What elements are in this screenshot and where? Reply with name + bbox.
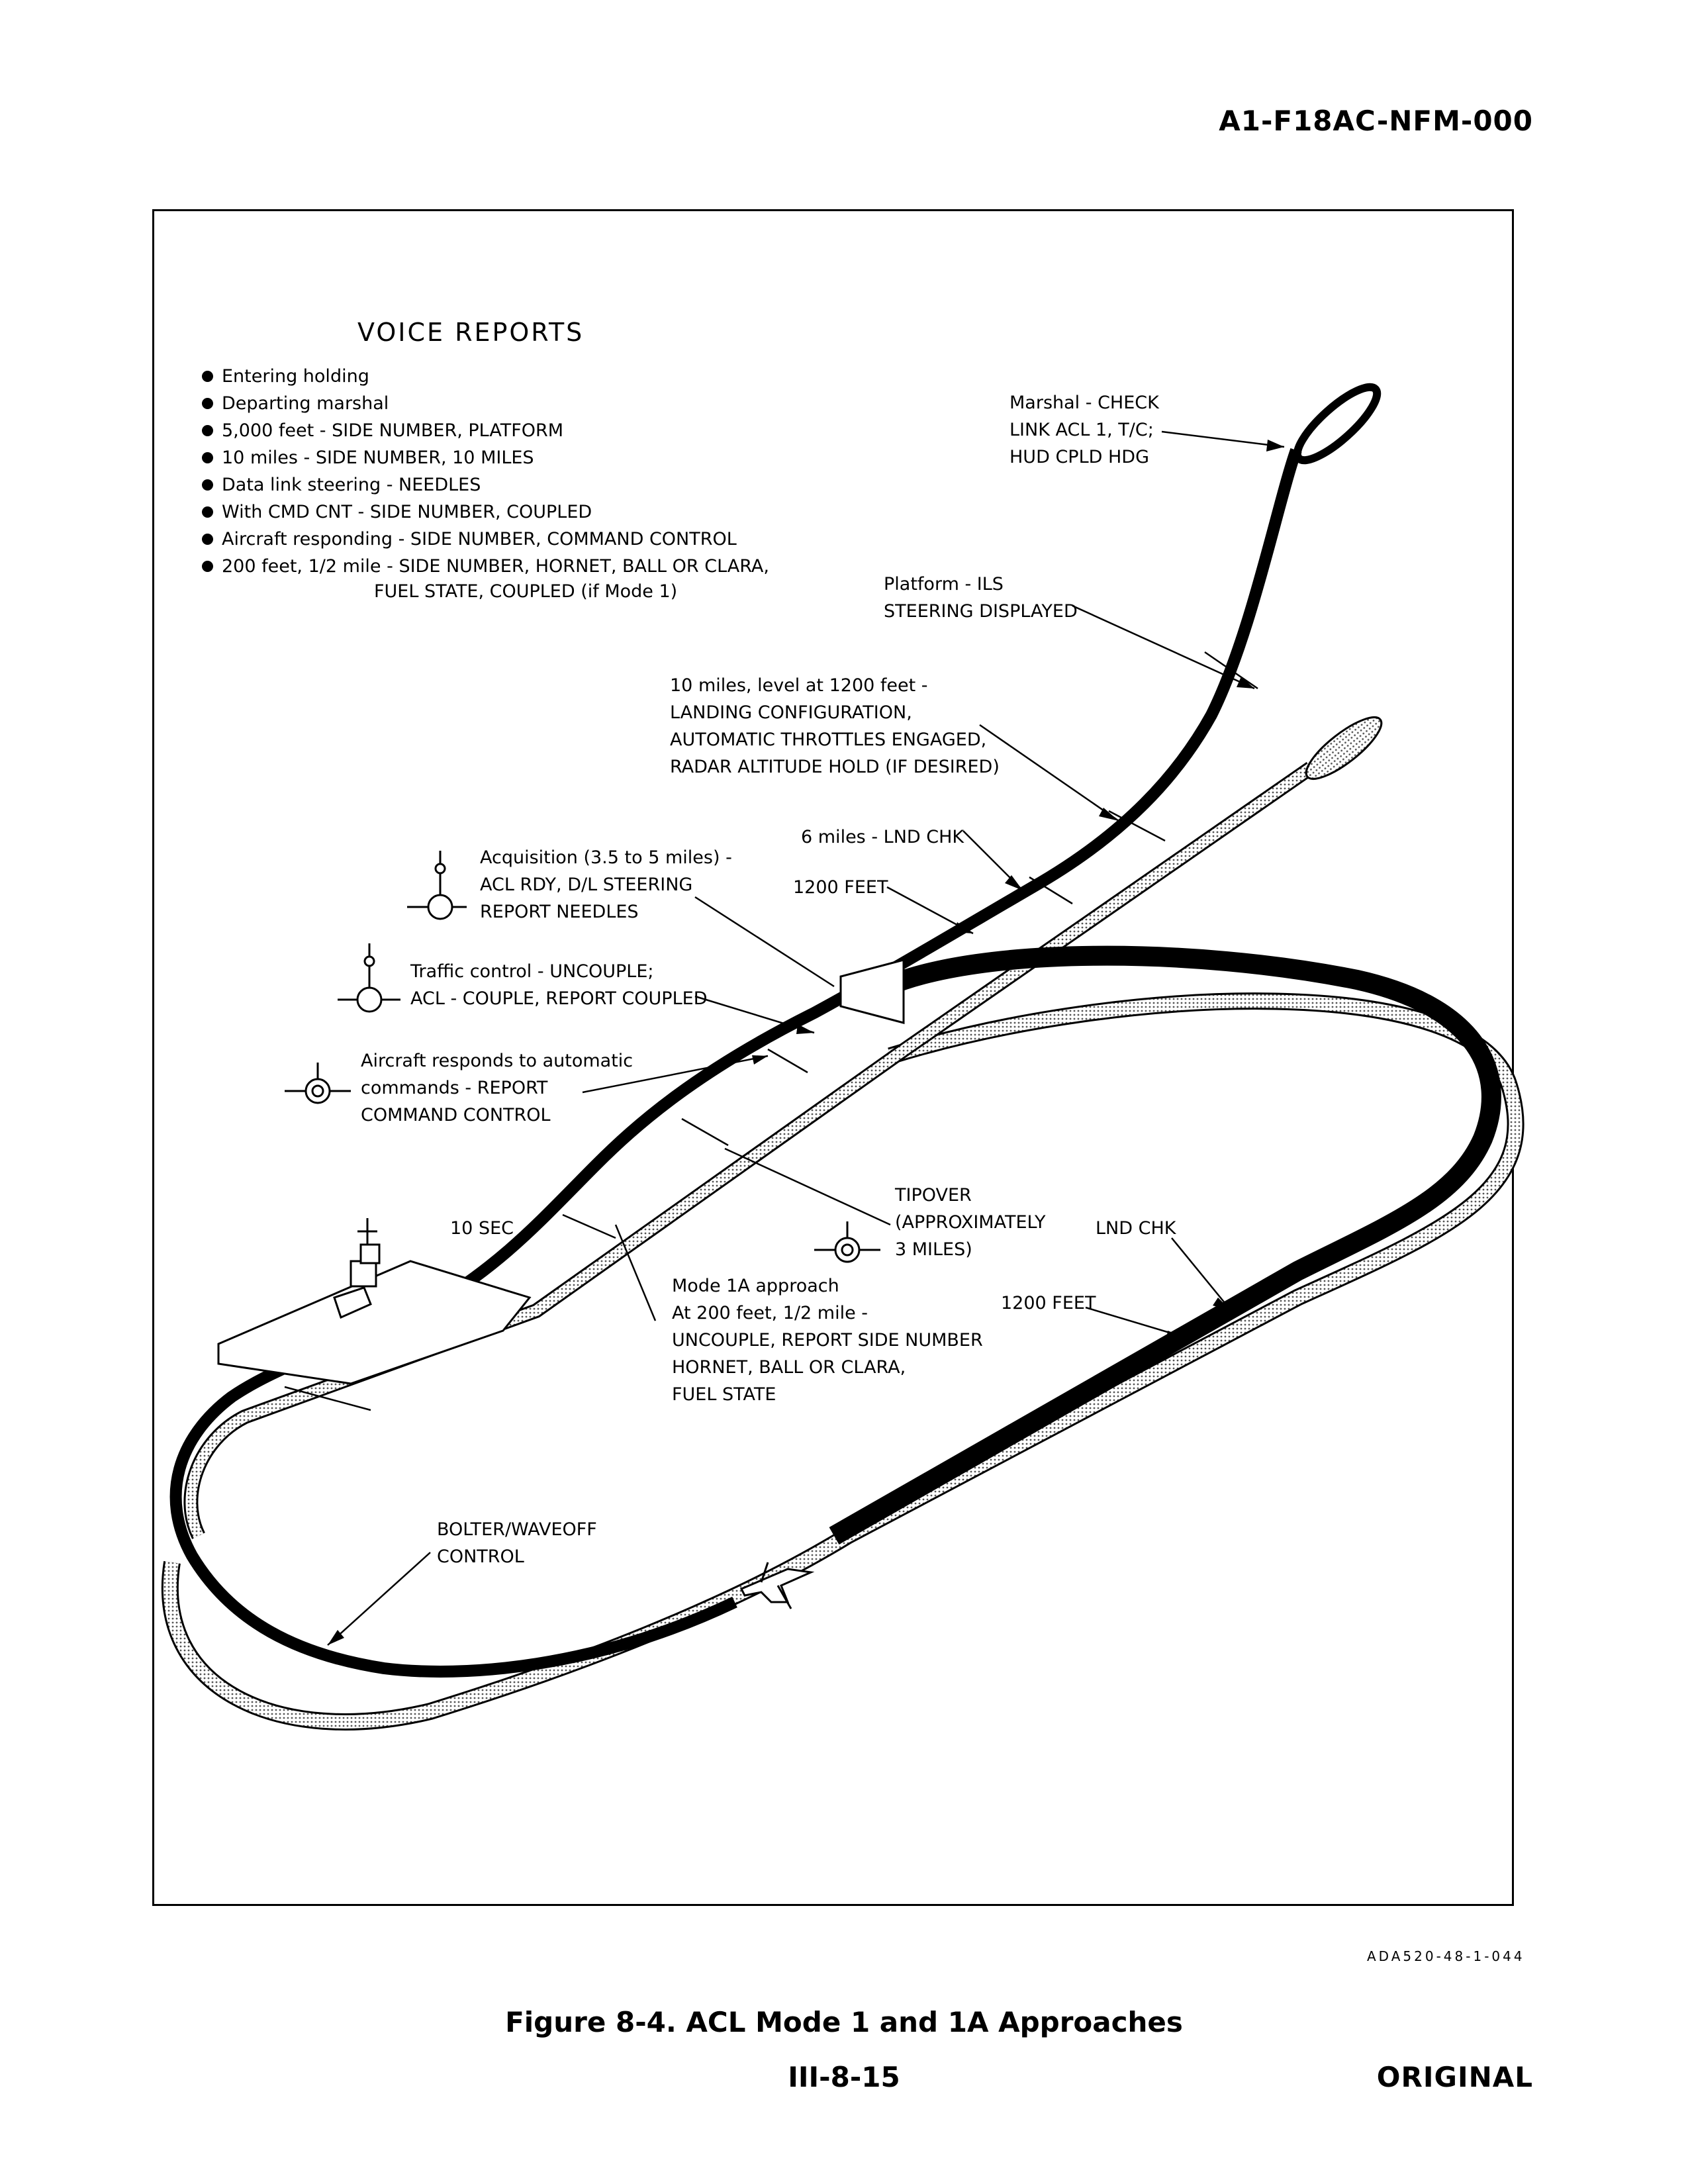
- list-item: With CMD CNT - SIDE NUMBER, COUPLED: [202, 499, 769, 526]
- ten-sec-callout: 10 SEC: [450, 1218, 514, 1239]
- voice-reports-title: VOICE REPORTS: [357, 318, 585, 347]
- aircraft-responds-callout: Aircraft responds to automatic commands - REPORT COMMAND CONTROL: [361, 1051, 633, 1125]
- marshal-holding-pattern: [1288, 377, 1386, 470]
- dotted-holding-pattern: [1298, 708, 1389, 788]
- voice-reports-continuation: FUEL STATE, COUPLED (if Mode 1): [374, 581, 678, 602]
- traffic-control-callout: Traffic control - UNCOUPLE; ACL - COUPLE, REPORT COUPLED: [410, 961, 708, 1009]
- document-status: ORIGINAL: [1376, 2061, 1533, 2093]
- lower-1200-feet-callout: 1200 FEET: [1001, 1293, 1096, 1313]
- tipover-symbol: [814, 1221, 880, 1262]
- document-id: A1-F18AC-NFM-000: [1219, 105, 1533, 137]
- list-item: Aircraft responding - SIDE NUMBER, COMMAND CONTROL: [202, 526, 769, 553]
- figure-code: ADA520-48-1-044: [1367, 1948, 1525, 1964]
- ten-miles-callout: 10 miles, level at 1200 feet - LANDING CONFIGURATION, AUTOMATIC THROTTLES ENGAGED, RADAR ALTITUDE HOLD (IF DESIRED): [670, 675, 1000, 777]
- figure-caption: Figure 8-4. ACL Mode 1 and 1A Approaches: [505, 2006, 1183, 2038]
- platform-callout: Platform - ILS STEERING DISPLAYED: [884, 574, 1078, 622]
- traffic-control-symbol: [338, 943, 400, 1012]
- carrier: [218, 1218, 530, 1384]
- voice-reports-list: [202, 363, 769, 580]
- list-item: Entering holding: [202, 363, 769, 390]
- acquisition-symbol: [407, 851, 467, 919]
- arrowheads: [328, 440, 1284, 1645]
- mode-1a-callout: Mode 1A approach At 200 feet, 1/2 mile - UNCOUPLE, REPORT SIDE NUMBER HORNET, BALL OR CLARA, FUEL STATE: [672, 1276, 983, 1405]
- upper-1200-feet-callout: 1200 FEET: [793, 877, 888, 898]
- acquisition-gate: [841, 960, 904, 1023]
- acquisition-callout: Acquisition (3.5 to 5 miles) - ACL RDY, D/L STEERING REPORT NEEDLES: [480, 847, 732, 922]
- leader-lines: [285, 432, 1284, 1645]
- approach-path: [176, 450, 1296, 1672]
- six-miles-callout: 6 miles - LND CHK: [801, 827, 964, 847]
- list-item: 5,000 feet - SIDE NUMBER, PLATFORM: [202, 417, 769, 444]
- bolter-callout: BOLTER/WAVEOFF CONTROL: [437, 1519, 597, 1567]
- list-item: Data link steering - NEEDLES: [202, 471, 769, 499]
- list-item: Departing marshal: [202, 390, 769, 417]
- lnd-chk-callout: LND CHK: [1096, 1218, 1176, 1239]
- page-number: III-8-15: [788, 2061, 900, 2093]
- list-item: 200 feet, 1/2 mile - SIDE NUMBER, HORNET, BALL OR CLARA,: [202, 553, 769, 580]
- tipover-callout: TIPOVER (APPROXIMATELY 3 MILES): [895, 1185, 1046, 1260]
- command-control-symbol: [285, 1063, 351, 1103]
- list-item: 10 miles - SIDE NUMBER, 10 MILES: [202, 444, 769, 471]
- marshal-callout: Marshal - CHECK LINK ACL 1, T/C; HUD CPLD HDG: [1009, 393, 1159, 467]
